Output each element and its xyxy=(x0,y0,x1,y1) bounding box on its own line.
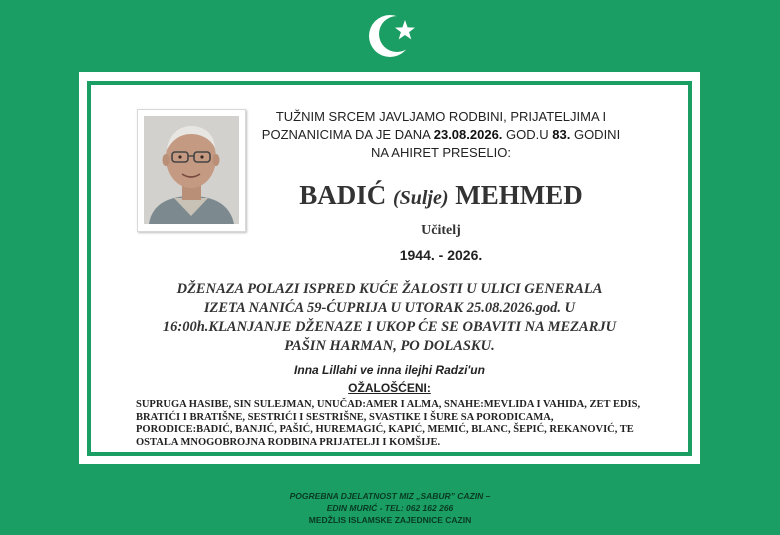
footer xyxy=(200,490,580,526)
father-name: (Sulje) xyxy=(392,187,449,209)
funeral-line-3: 16:00h.KLANJANJE DŽENAZE I UKOP ĆE SE OBAVITI NA MEZARJU xyxy=(162,319,617,335)
obituary-card xyxy=(79,72,700,464)
crescent-star-icon xyxy=(364,8,420,64)
mourners-line-3: PORODICE:BADIĆ, BANJIĆ, PAŠIĆ, HUREMAGIĆ, KAPIĆ, MEMIĆ, BLANC, ŠEPIĆ, REKANOVIĆ, TE xyxy=(136,424,634,435)
footer-line-1: POGREBNA DJELATNOST MIZ „SABUR” CAZIN – xyxy=(289,491,491,501)
announcement-line-2-suffix: GODINI xyxy=(570,127,621,142)
announcement xyxy=(247,108,635,162)
deceased-name xyxy=(247,180,635,211)
photo-frame xyxy=(137,109,246,232)
age: 83. xyxy=(552,127,571,142)
mourners-line-2: BRATIĆI I BRATIŠNE, SESTRIĆI I SESTRIŠNE, SVASTIKE I ŠURE SA PORODICAMA, xyxy=(136,411,554,423)
announcement-line-1: TUŽNIM SRCEM JAVLJAMO RODBINI, PRIJATELJIMA I xyxy=(275,109,607,124)
funeral-line-2: IZETA NANIĆA 59-ĆUPRIJA U UTORAK 25.08.2026.god. U xyxy=(203,300,576,316)
mourners-list xyxy=(136,399,666,449)
death-date: 23.08.2026. xyxy=(433,127,503,142)
announcement-line-2-prefix: POZNANICIMA DA JE DANA xyxy=(261,127,434,142)
surname: BADIĆ xyxy=(299,180,387,210)
occupation: Učitelj xyxy=(421,223,461,238)
mourners-line-1: SUPRUGA HASIBE, SIN SULEJMAN, UNUČAD:AMER I ALMA, SNAHE:MEVLIDA I VAHIDA, ZET EDIS, xyxy=(136,399,641,410)
funeral-line-4: PAŠIN HARMAN, PO DOLASKU. xyxy=(284,338,495,354)
life-years: 1944. - 2026. xyxy=(399,247,483,263)
announcement-line-2 xyxy=(247,126,635,144)
funeral-info xyxy=(119,280,660,356)
footer-line-3: MEDŽLIS ISLAMSKE ZAJEDNICE CAZIN xyxy=(308,515,472,525)
first-name: MEHMED xyxy=(455,180,583,210)
mourners-line-4: OSTALA MNOGOBROJNA RODBINA PRIJATELJI I KOMŠIJE. xyxy=(136,436,441,448)
mourners-title: OŽALOŠĆENI: xyxy=(348,381,431,395)
footer-line-2: EDIN MURIĆ - TEL: 062 162 266 xyxy=(326,503,454,513)
dua: Inna Lillahi ve inna ilejhi Radzi'un xyxy=(294,363,485,377)
funeral-line-1: DŽENAZA POLAZI ISPRED KUĆE ŽALOSTI U ULICI GENERALA xyxy=(176,281,603,297)
announcement-line-2-mid: GOD.U xyxy=(502,127,553,142)
portrait-photo xyxy=(144,116,239,224)
announcement-line-3: NA AHIRET PRESELIO: xyxy=(371,145,511,160)
